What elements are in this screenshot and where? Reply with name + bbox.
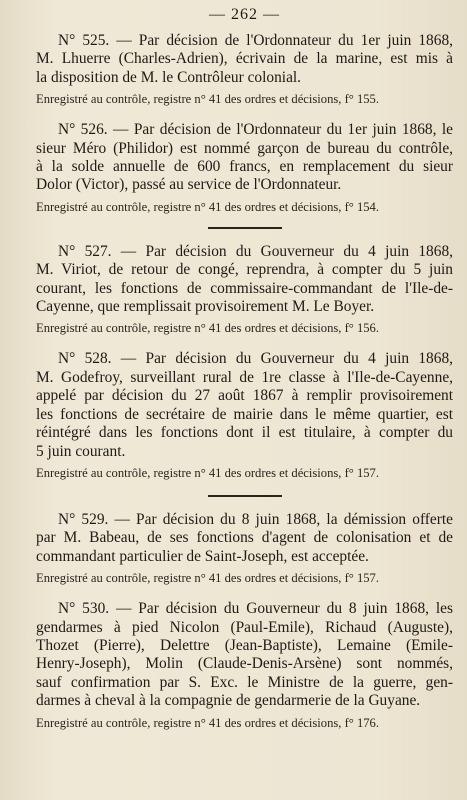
text-line: 5 juin courant. [36, 442, 126, 460]
text-line: darmes à cheval à la compagnie de gendarmerie de la Guyane. [36, 692, 421, 710]
registration-note: Enregistré au contrôle, registre n° 41 des ordres et décisions, f° 157. [36, 465, 380, 480]
text-line: par M. Babeau, de ses fonctions d'agent de colonisation et de [36, 529, 453, 547]
text-line: à la solde annuelle de 600 francs, en remplacement du sieur [36, 158, 453, 176]
decision-528 [36, 350, 453, 480]
text-line: courant, les fonctions de commissaire-commandant de l'Ile-de- [36, 279, 453, 297]
text-line: N° 528. — Par décision du Gouverneur du 4 juin 1868, [58, 350, 453, 368]
registration-note: Enregistré au contrôle, registre n° 41 des ordres et décisions, f° 155. [36, 92, 380, 107]
decision-526 [36, 121, 453, 215]
decision-text [36, 511, 453, 566]
text-line: M. Viriot, de retour de congé, reprendra, à compter du 5 juin [36, 261, 453, 279]
decision-text [36, 350, 453, 460]
decision-530 [36, 600, 453, 730]
text-line: Dolor (Victor), passé au service de l'Ordonnateur. [36, 176, 342, 194]
text-line: la disposition de M. le Contrôleur colonial. [36, 68, 302, 86]
text-line: Henry-Joseph), Molin (Claude-Denis-Arsène) sont nommés, [36, 655, 453, 673]
decision-text [36, 243, 453, 317]
text-line: N° 526. — Par décision de l'Ordonnateur du 1er juin 1868, le [58, 121, 453, 139]
text-line: N° 525. — Par décision de l'Ordonnateur du 1er juin 1868, [58, 32, 453, 49]
page-number: — 262 — [209, 6, 280, 23]
text-line: N° 530. — Par décision du Gouverneur du 8 juin 1868, les [58, 600, 453, 618]
decision-527 [36, 243, 453, 337]
text-line: M. Lhuerre (Charles-Adrien), écrivain de la marine, est mis à [36, 50, 453, 68]
text-line: appelé par décision du 27 août 1867 à remplir provisoirement [36, 387, 453, 405]
registration-note: Enregistré au contrôle, registre n° 41 des ordres et décisions, f° 156. [36, 321, 380, 336]
text-line: commandant particulier de Saint-Joseph, est acceptée. [36, 547, 369, 565]
text-line: les fonctions de secrétaire de mairie dans le même quartier, est [36, 405, 453, 423]
decision-525 [36, 32, 453, 107]
text-line: M. Godefroy, surveillant rural de 1re classe à l'Ile-de-Cayenne, [36, 368, 453, 386]
decision-text [36, 600, 453, 710]
registration-note: Enregistré au contrôle, registre n° 41 des ordres et décisions, f° 157. [36, 571, 380, 586]
text-line: Cayenne, que remplissait provisoirement M. Le Boyer. [36, 298, 375, 316]
registration-note: Enregistré au contrôle, registre n° 41 des ordres et décisions, f° 176. [36, 715, 380, 730]
text-line: sieur Méro (Philidor) est nommé garçon de bureau du contrôle, [36, 139, 453, 157]
text-line: Thozet (Pierre), Delettre (Jean-Baptiste), Lemaine (Emile- [36, 636, 453, 654]
text-line: réintégré dans les fonctions dont il est titulaire, à compter du [36, 424, 453, 442]
decision-text [36, 32, 453, 87]
text-line: sauf confirmation par S. Exc. le Ministre de la guerre, gen- [36, 673, 453, 691]
text-line: N° 529. — Par décision du 8 juin 1868, la démission offerte [58, 510, 453, 528]
decision-529 [36, 511, 453, 586]
text-line: N° 527. — Par décision du Gouverneur du 4 juin 1868, [58, 242, 453, 260]
text-line: gendarmes à pied Nicolon (Paul-Emile), Richaud (Auguste), [36, 618, 453, 636]
decision-text [36, 121, 453, 195]
registration-note: Enregistré au contrôle, registre n° 41 des ordres et décisions, f° 154. [36, 199, 380, 214]
